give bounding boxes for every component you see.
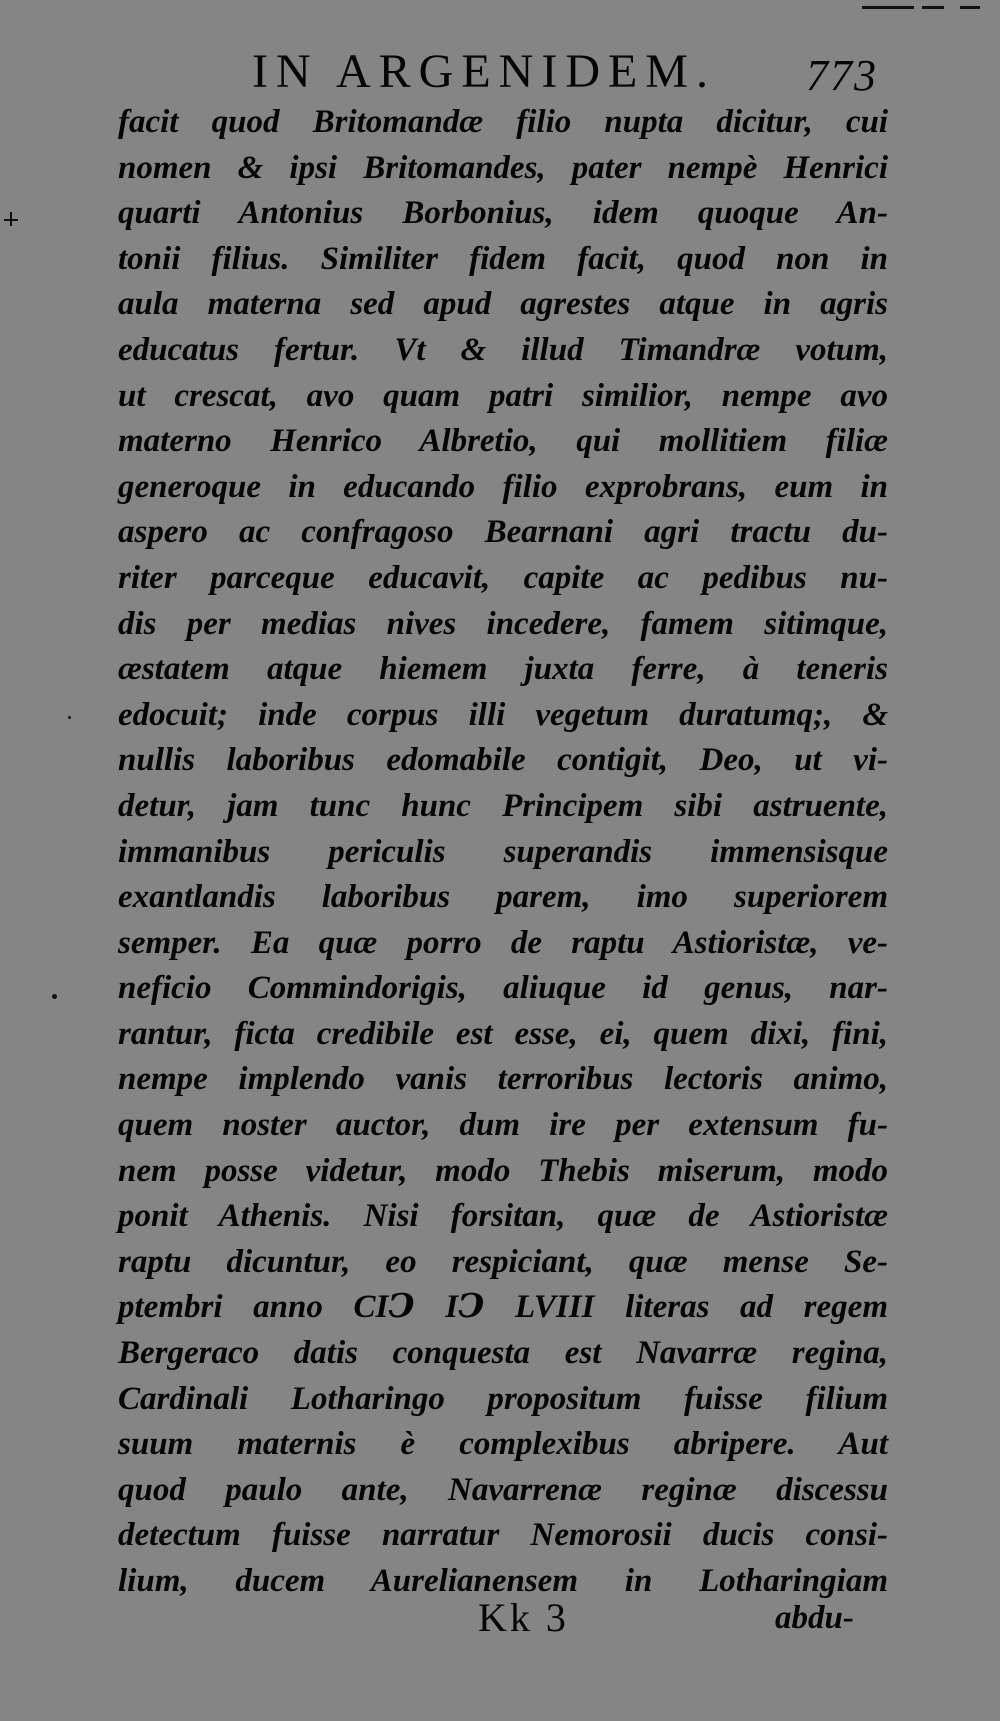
text-line: nomen & ipsi Britomandes, pater nempè Henrici: [118, 149, 888, 186]
text-line: detur, jam tunc hunc Principem sibi astruente,: [118, 787, 888, 824]
text-line: detectum fuisse narratur Nemorosii ducis consi-: [118, 1517, 888, 1554]
text-line: semper. Ea quæ porro de raptu Astioristæ, ve-: [118, 924, 888, 961]
text-line: Cardinali Lotharingo propositum fuisse filium: [118, 1380, 888, 1417]
text-line: ut crescat, avo quam patri similior, nempe avo: [118, 377, 888, 414]
text-line: Bergeraco datis conquesta est Navarræ regina,: [118, 1335, 888, 1372]
text-line: raptu dicuntur, eo respiciant, quæ mense Se-: [118, 1243, 888, 1280]
catchword: abdu-: [775, 1600, 854, 1636]
page-edge-rule: [862, 6, 982, 9]
ink-speck: [52, 994, 57, 999]
text-line: tonii filius. Similiter fidem facit, quod non in: [118, 240, 888, 277]
text-line: suum maternis è complexibus abripere. Aut: [118, 1426, 888, 1463]
text-line: materno Henrico Albretio, qui mollitiem filiæ: [118, 423, 888, 460]
text-line: ptembri anno CIↃ IↃ LVIII literas ad regem: [118, 1289, 888, 1326]
text-line: dis per medias nives incedere, famem sitimque,: [118, 605, 888, 642]
text-line: edocuit; inde corpus illi vegetum duratumq;, &: [118, 696, 888, 733]
margin-mark-tick: [10, 212, 12, 226]
text-line: ponit Athenis. Nisi forsitan, quæ de Astioristæ: [118, 1198, 888, 1235]
text-line: aula materna sed apud agrestes atque in agris: [118, 286, 888, 323]
text-line: generoque in educando filio exprobrans, eum in: [118, 468, 888, 505]
text-line: quarti Antonius Borbonius, idem quoque An-: [118, 195, 888, 232]
running-head: [0, 42, 1000, 102]
text-line: æstatem atque hiemem juxta ferre, à teneris: [118, 651, 888, 688]
text-line: facit quod Britomandæ filio nupta dicitur, cui: [118, 104, 888, 140]
text-line: educatus fertur. Vt & illud Timandræ votum,: [118, 331, 888, 368]
text-line: neficio Commindorigis, aliuque id genus, nar-: [118, 970, 888, 1007]
text-line: nempe implendo vanis terroribus lectoris animo,: [118, 1061, 888, 1098]
body-text: [118, 100, 888, 1605]
ink-speck: [68, 716, 71, 719]
text-line: exantlandis laboribus parem, imo superiorem: [118, 879, 888, 916]
page-number: 773: [806, 51, 878, 100]
text-line: aspero ac confragoso Bearnani agri tractu du-: [118, 514, 888, 551]
running-title: IN ARGENIDEM.: [252, 45, 716, 98]
text-line: riter parceque educavit, capite ac pedibus nu-: [118, 559, 888, 596]
text-line: quem noster auctor, dum ire per extensum fu-: [118, 1107, 888, 1144]
signature-mark: Kk 3: [478, 1595, 569, 1640]
text-line: lium, ducem Aurelianensem in Lotharingiam: [118, 1563, 888, 1599]
text-line: rantur, ficta credibile est esse, ei, quem dixi, fini,: [118, 1015, 888, 1052]
text-line: immanibus periculis superandis immensisque: [118, 833, 888, 870]
page-footer: [0, 1588, 1000, 1648]
text-line: nullis laboribus edomabile contigit, Deo, ut vi-: [118, 742, 888, 779]
text-line: quod paulo ante, Navarrenæ reginæ discessu: [118, 1471, 888, 1508]
text-line: nem posse videtur, modo Thebis miserum, modo: [118, 1152, 888, 1189]
